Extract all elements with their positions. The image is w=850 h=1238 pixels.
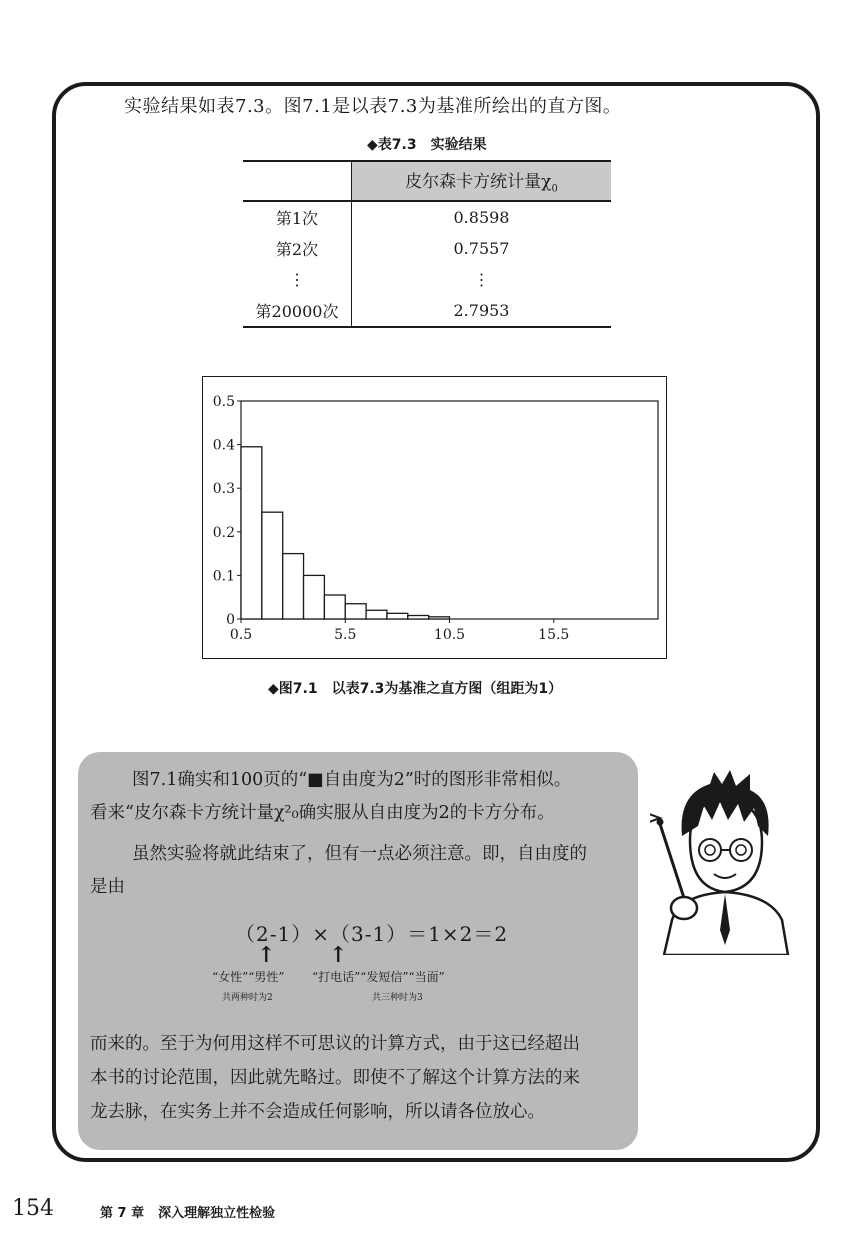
histogram-bar (324, 595, 345, 619)
figure-caption (268, 678, 562, 698)
figure-caption-title: 以表7.3为基准之直方图（组距为1） (331, 681, 563, 697)
note-line-4: 是由 (90, 877, 125, 897)
table-caption-title: 实验结果 (430, 137, 487, 153)
arrow-up-icon: ↑ (329, 942, 348, 968)
table-row (243, 233, 611, 264)
x-tick-label: 10.5 (433, 627, 466, 643)
x-tick-label: 0.5 (229, 627, 253, 643)
sublabel-two: 共两种时为2 (222, 993, 273, 1003)
histogram-bar (283, 554, 304, 619)
row-label: 第20000次 (243, 295, 352, 327)
page-number: 154 (12, 1196, 54, 1221)
histogram-bar (304, 575, 325, 619)
y-tick-label: 0.1 (212, 568, 235, 585)
y-tick-label: 0 (226, 612, 235, 628)
table-caption (367, 134, 487, 154)
histogram-bar (408, 616, 429, 619)
row-value: ⋮ (473, 270, 490, 289)
arrow-up-icon: ↑ (257, 942, 276, 968)
chapter-title: 深入理解独立性检验 (158, 1206, 276, 1221)
histogram-bar (429, 617, 450, 619)
row-value: 0.8598 (453, 208, 510, 227)
row-label: 第2次 (243, 233, 352, 264)
label-group-gender: “女性”“男性” (212, 970, 285, 984)
chapter-footer (100, 1202, 275, 1221)
chapter-label: 第 7 章 (100, 1206, 145, 1221)
intro-paragraph: 实验结果如表7.3。图7.1是以表7.3为基准所绘出的直方图。 (124, 96, 622, 117)
table-row (243, 295, 611, 327)
table-row (243, 264, 611, 295)
table-column-header: 皮尔森卡方统计量$\chi_0$ (352, 161, 612, 201)
results-table (243, 160, 611, 328)
professor-character-icon (650, 770, 800, 955)
note-line-1: 图7.1确实和100页的“■自由度为2”时的图形非常相似。 (132, 770, 572, 790)
note-line-3: 虽然实验将就此结束了，但有一点必须注意。即，自由度的 (132, 844, 587, 864)
table-corner (243, 161, 352, 201)
y-tick-label: 0.5 (212, 394, 235, 410)
y-tick-label: 0.3 (212, 481, 235, 498)
row-label: ⋮ (243, 264, 352, 295)
histogram-bar (387, 613, 408, 619)
note-line-2: 看来“皮尔森卡方统计量χ²₀确实服从自由度为2的卡方分布。 (90, 803, 555, 823)
sublabel-three: 共三种时为3 (372, 993, 423, 1003)
label-group-contact: “打电话”“发短信”“当面” (312, 970, 445, 984)
histogram-bar (345, 604, 366, 619)
x-tick-label: 15.5 (538, 627, 570, 643)
figure-caption-id: ◆图7.1 (268, 681, 318, 697)
histogram-bar (366, 610, 387, 619)
row-value: 0.7557 (453, 239, 510, 258)
closing-line-1: 而来的。至于为何用这样不可思议的计算方式，由于这已经超出 (90, 1034, 580, 1054)
table-row (243, 201, 611, 233)
histogram-svg (203, 377, 668, 660)
histogram-bar (262, 512, 283, 619)
table-caption-id: ◆表7.3 (367, 137, 417, 153)
closing-line-3: 龙去脉，在实务上并不会造成任何影响，所以请各位放心。 (90, 1102, 545, 1122)
histogram-chart (202, 376, 667, 659)
row-value: 2.7953 (352, 295, 612, 327)
degrees-formula: （2-1）×（3-1）＝1×2＝2 (235, 922, 509, 946)
row-label: 第1次 (243, 201, 352, 233)
y-tick-label: 0.4 (212, 437, 235, 454)
closing-line-2: 本书的讨论范围，因此就先略过。即使不了解这个计算方法的来 (90, 1068, 580, 1088)
histogram-bar (241, 447, 262, 619)
y-tick-label: 0.2 (212, 524, 235, 541)
x-tick-label: 5.5 (334, 627, 357, 643)
